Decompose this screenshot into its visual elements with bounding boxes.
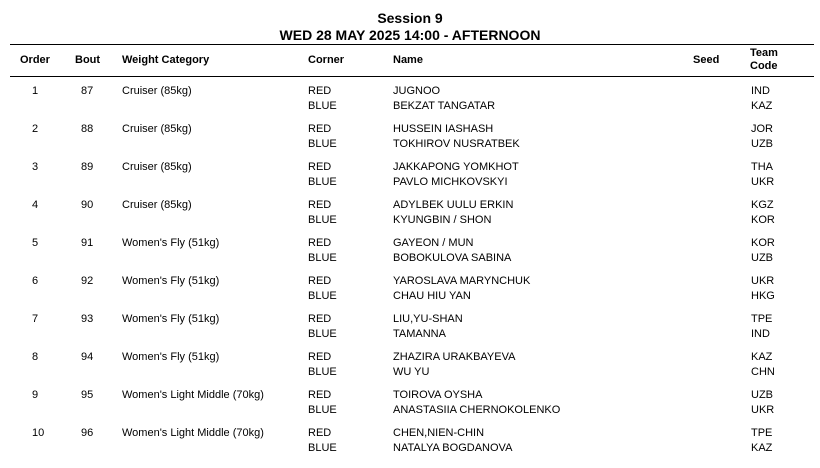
blue-team-code: UZB xyxy=(751,138,773,150)
red-boxer-name: JUGNOO xyxy=(393,85,441,97)
corner-blue: BLUE xyxy=(308,100,337,112)
bout-order: 8 xyxy=(32,351,39,363)
weight-category: Women's Fly (51kg) xyxy=(122,351,220,363)
blue-team-code: UZB xyxy=(751,252,773,264)
weight-category: Women's Fly (51kg) xyxy=(122,313,220,325)
table-row xyxy=(0,274,820,308)
red-boxer-name: HUSSEIN IASHASH xyxy=(393,123,494,135)
header-team: Team xyxy=(750,47,778,59)
corner-red: RED xyxy=(308,275,332,287)
corner-blue: BLUE xyxy=(308,138,337,150)
corner-blue: BLUE xyxy=(308,366,337,378)
red-team-code: UZB xyxy=(751,389,773,401)
table-row xyxy=(0,350,820,384)
red-team-code: UKR xyxy=(751,275,775,287)
table-row xyxy=(0,312,820,346)
red-team-code: TPE xyxy=(751,313,773,325)
table-row xyxy=(0,198,820,232)
header-bottom-rule xyxy=(10,76,814,77)
weight-category: Women's Light Middle (70kg) xyxy=(122,427,264,439)
blue-boxer-name: TAMANNA xyxy=(393,328,446,340)
bout-order: 7 xyxy=(32,313,39,325)
red-boxer-name: JAKKAPONG YOMKHOT xyxy=(393,161,519,173)
corner-blue: BLUE xyxy=(308,214,337,226)
blue-boxer-name: PAVLO MICHKOVSKYI xyxy=(393,176,508,188)
bout-order: 3 xyxy=(32,161,39,173)
corner-red: RED xyxy=(308,161,332,173)
red-team-code: KOR xyxy=(751,237,775,249)
red-team-code: THA xyxy=(751,161,773,173)
red-boxer-name: ZHAZIRA URAKBAYEVA xyxy=(393,351,516,363)
corner-red: RED xyxy=(308,389,332,401)
header-weight-category: Weight Category xyxy=(122,54,210,66)
header-corner: Corner xyxy=(308,54,345,66)
red-team-code: KAZ xyxy=(751,351,773,363)
bout-number: 95 xyxy=(81,389,94,401)
corner-red: RED xyxy=(308,123,332,135)
bout-order: 4 xyxy=(32,199,39,211)
corner-blue: BLUE xyxy=(308,252,337,264)
corner-blue: BLUE xyxy=(308,328,337,340)
corner-red: RED xyxy=(308,351,332,363)
table-row xyxy=(0,122,820,156)
weight-category: Cruiser (85kg) xyxy=(122,199,192,211)
bout-number: 89 xyxy=(81,161,94,173)
header-code: Code xyxy=(750,60,778,72)
blue-boxer-name: CHAU HIU YAN xyxy=(393,290,471,302)
red-boxer-name: TOIROVA OYSHA xyxy=(393,389,483,401)
blue-team-code: KOR xyxy=(751,214,775,226)
blue-team-code: CHN xyxy=(751,366,775,378)
corner-blue: BLUE xyxy=(308,290,337,302)
header-bout: Bout xyxy=(75,54,101,66)
bout-number: 93 xyxy=(81,313,94,325)
table-row xyxy=(0,160,820,194)
bout-number: 91 xyxy=(81,237,94,249)
table-row xyxy=(0,236,820,270)
header-name: Name xyxy=(393,54,423,66)
bout-number: 92 xyxy=(81,275,94,287)
session-date-line: WED 28 MAY 2025 14:00 - AFTERNOON xyxy=(279,27,541,43)
bout-order: 6 xyxy=(32,275,39,287)
blue-boxer-name: TOKHIROV NUSRATBEK xyxy=(393,138,520,150)
blue-boxer-name: BOBOKULOVA SABINA xyxy=(393,252,512,264)
red-boxer-name: CHEN,NIEN-CHIN xyxy=(393,427,485,439)
weight-category: Cruiser (85kg) xyxy=(122,161,192,173)
bout-order: 1 xyxy=(32,85,39,97)
bout-number: 94 xyxy=(81,351,94,363)
blue-boxer-name: WU YU xyxy=(393,366,430,378)
weight-category: Women's Light Middle (70kg) xyxy=(122,389,264,401)
corner-blue: BLUE xyxy=(308,176,337,188)
blue-team-code: HKG xyxy=(751,290,775,302)
header-seed: Seed xyxy=(693,54,720,66)
blue-team-code: KAZ xyxy=(751,100,773,112)
header-top-rule xyxy=(10,44,814,45)
bout-order: 9 xyxy=(32,389,39,401)
weight-category: Women's Fly (51kg) xyxy=(122,237,220,249)
red-team-code: KGZ xyxy=(751,199,774,211)
blue-team-code: UKR xyxy=(751,404,775,416)
corner-blue: BLUE xyxy=(308,404,337,416)
red-team-code: IND xyxy=(751,85,770,97)
bout-order: 10 xyxy=(32,427,45,439)
bout-number: 87 xyxy=(81,85,94,97)
table-row xyxy=(0,426,820,460)
blue-team-code: KAZ xyxy=(751,442,773,454)
blue-boxer-name: NATALYA BOGDANOVA xyxy=(393,442,513,454)
corner-red: RED xyxy=(308,199,332,211)
red-team-code: TPE xyxy=(751,427,773,439)
corner-red: RED xyxy=(308,85,332,97)
red-team-code: JOR xyxy=(751,123,773,135)
weight-category: Cruiser (85kg) xyxy=(122,123,192,135)
blue-team-code: IND xyxy=(751,328,770,340)
bout-order: 5 xyxy=(32,237,39,249)
corner-blue: BLUE xyxy=(308,442,337,454)
blue-team-code: UKR xyxy=(751,176,775,188)
bout-number: 88 xyxy=(81,123,94,135)
bout-number: 96 xyxy=(81,427,94,439)
red-boxer-name: GAYEON / MUN xyxy=(393,237,474,249)
red-boxer-name: ADYLBEK UULU ERKIN xyxy=(393,199,514,211)
blue-boxer-name: ANASTASIIA CHERNOKOLENKO xyxy=(393,404,561,416)
weight-category: Women's Fly (51kg) xyxy=(122,275,220,287)
bout-number: 90 xyxy=(81,199,94,211)
red-boxer-name: YAROSLAVA MARYNCHUK xyxy=(393,275,531,287)
blue-boxer-name: KYUNGBIN / SHON xyxy=(393,214,492,226)
corner-red: RED xyxy=(308,313,332,325)
red-boxer-name: LIU,YU-SHAN xyxy=(393,313,463,325)
weight-category: Cruiser (85kg) xyxy=(122,85,192,97)
corner-red: RED xyxy=(308,237,332,249)
header-order: Order xyxy=(20,54,50,66)
table-row xyxy=(0,388,820,422)
blue-boxer-name: BEKZAT TANGATAR xyxy=(393,100,496,112)
corner-red: RED xyxy=(308,427,332,439)
table-row xyxy=(0,84,820,118)
session-title: Session 9 xyxy=(377,10,443,26)
bout-order: 2 xyxy=(32,123,39,135)
